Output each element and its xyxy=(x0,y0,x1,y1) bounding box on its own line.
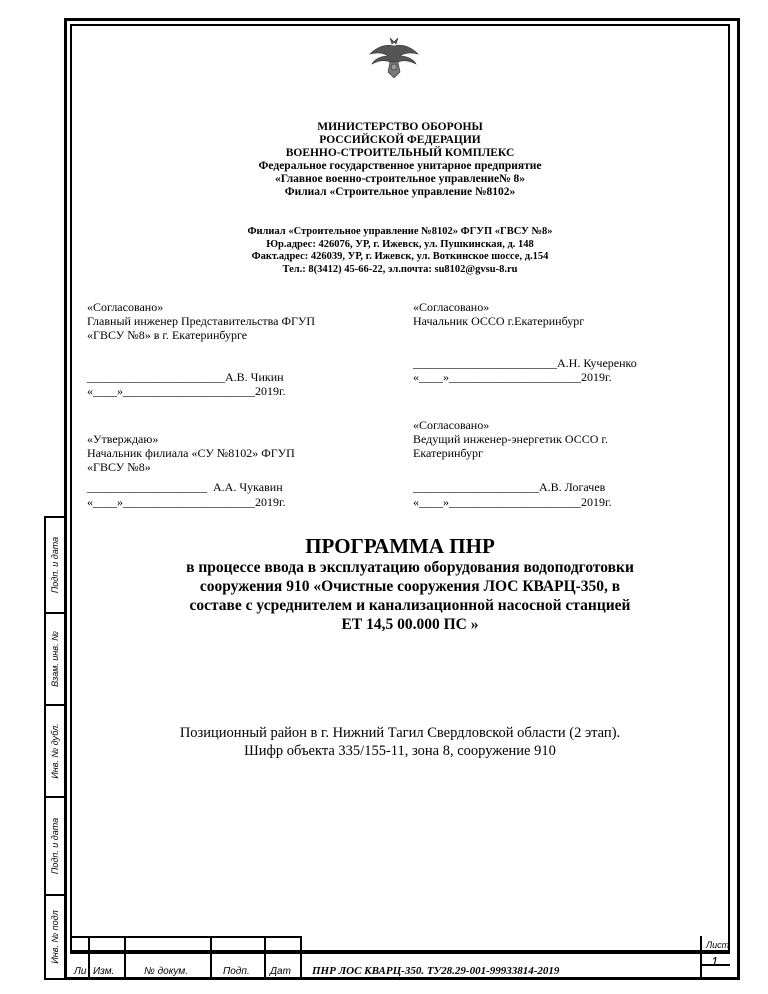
stamp-col-dokum: № докум. xyxy=(144,966,189,977)
sheet-label: Лист xyxy=(706,940,730,950)
document-subtitle xyxy=(100,558,720,634)
branch-line: Филиал «Строительное управление №8102» ФГУП «ГВСУ №8» xyxy=(247,226,553,237)
strip-cell-podp-data-2 xyxy=(46,798,64,896)
branch-line: Тел.: 8(3412) 45-66-22, эл.почта: su8102@gvsu-8.ru xyxy=(282,263,518,275)
header-line: РОССИЙСКОЙ ФЕДЕРАЦИИ xyxy=(319,134,481,146)
strip-cell-inv-dubl xyxy=(46,706,64,798)
signature-line: ____________________ А.А. Чукавин xyxy=(87,480,283,494)
approval-right-1 xyxy=(413,300,584,328)
approval-heading: «Согласовано» xyxy=(413,300,490,314)
date-line: «____»______________________2019г. xyxy=(413,370,612,384)
subtitle-line: ЕТ 14,5 00.000 ПС » xyxy=(341,616,479,633)
approval-right-2 xyxy=(413,418,608,460)
binding-strip xyxy=(44,516,64,980)
location-line: Позиционный район в г. Нижний Тагил Свердловской области (2 этап). xyxy=(179,725,621,741)
approval-position: Начальник филиала «СУ №8102» ФГУП xyxy=(87,446,295,460)
stamp-col-podp: Подп. xyxy=(223,966,250,977)
stamp-vline xyxy=(700,936,702,980)
eagle-emblem-icon xyxy=(368,36,420,80)
strip-label: Инв. № подл xyxy=(50,910,60,964)
stamp-vline xyxy=(264,936,266,980)
signature-line: ________________________А.Н. Кучеренко xyxy=(413,356,637,370)
approval-heading: «Утверждаю» xyxy=(87,432,159,446)
branch-line: Факт.адрес: 426039, УР, г. Ижевск, ул. Воткинское шоссе, д.154 xyxy=(251,251,549,262)
header-line: Филиал «Строительное управление №8102» xyxy=(284,186,516,198)
subtitle-line: составе с усреднителем и канализационной насосной станцией xyxy=(189,597,631,614)
header-line: Федеральное государственное унитарное предприятие xyxy=(258,160,542,172)
stamp-col-izm: Изм. xyxy=(93,966,115,977)
object-location xyxy=(80,724,720,760)
strip-label: Взам. инв. № xyxy=(50,631,60,687)
stamp-vline xyxy=(300,936,302,980)
strip-label: Подп. и дата xyxy=(50,817,60,875)
approval-left-1 xyxy=(87,300,315,342)
stamp-vline xyxy=(124,936,126,980)
branch-line: Юр.адрес: 426076, УР, г. Ижевск, ул. Пушкинская, д. 148 xyxy=(266,238,534,250)
stamp-vline xyxy=(88,936,90,980)
signature-line: _______________________А.В. Чикин xyxy=(87,370,284,384)
date-line: «____»______________________2019г. xyxy=(87,495,286,509)
document-designation: ПНР ЛОС КВАРЦ-350. ТУ28.29-001-99933814-2019 xyxy=(312,965,560,977)
stamp-hline xyxy=(70,950,730,952)
approval-heading: «Согласовано» xyxy=(87,300,164,314)
strip-label: Подп. и дата xyxy=(50,536,60,594)
stamp-col-dat: Дат xyxy=(270,966,291,977)
ministry-header xyxy=(80,121,720,199)
signature-line: _____________________А.В. Логачев xyxy=(413,480,606,494)
stamp-col-li: Ли xyxy=(74,966,87,977)
location-line: Шифр объекта 335/155-11, зона 8, сооружение 910 xyxy=(244,743,556,759)
approval-position: «ГВСУ №8» xyxy=(87,460,151,474)
date-line: «____»______________________2019г. xyxy=(413,495,612,509)
strip-cell-vzam-inv xyxy=(46,614,64,706)
approval-position: Ведущий инженер-энергетик ОССО г. xyxy=(413,432,608,446)
header-line: МИНИСТЕРСТВО ОБОРОНЫ xyxy=(317,121,483,133)
sheet-number: 1 xyxy=(711,954,719,969)
approval-position: Главный инженер Представительства ФГУП xyxy=(87,314,316,328)
subtitle-line: в процессе ввода в эксплуатацию оборудования водоподготовки xyxy=(186,559,634,576)
strip-label: Инв. № дубл. xyxy=(50,723,60,779)
branch-requisites xyxy=(80,226,720,276)
approval-heading: «Согласовано» xyxy=(413,418,490,432)
approval-position: Екатеринбург xyxy=(413,446,483,460)
date-line: «____»______________________2019г. xyxy=(87,384,286,398)
document-title: ПРОГРАММА ПНР xyxy=(305,534,495,558)
strip-cell-inv-podl xyxy=(46,896,64,978)
header-line: «Главное военно-строительное управление№ 8» xyxy=(274,173,526,185)
subtitle-line: сооружения 910 «Очистные сооружения ЛОС КВАРЦ-350, в xyxy=(199,578,621,595)
approval-left-2 xyxy=(87,432,295,474)
approval-position: «ГВСУ №8» в г. Екатеринбурге xyxy=(87,328,248,342)
stamp-vline xyxy=(210,936,212,980)
strip-cell-podp-data xyxy=(46,518,64,614)
approval-position: Начальник ОССО г.Екатеринбург xyxy=(413,314,585,328)
header-line: ВОЕННО-СТРОИТЕЛЬНЫЙ КОМПЛЕКС xyxy=(285,147,515,159)
